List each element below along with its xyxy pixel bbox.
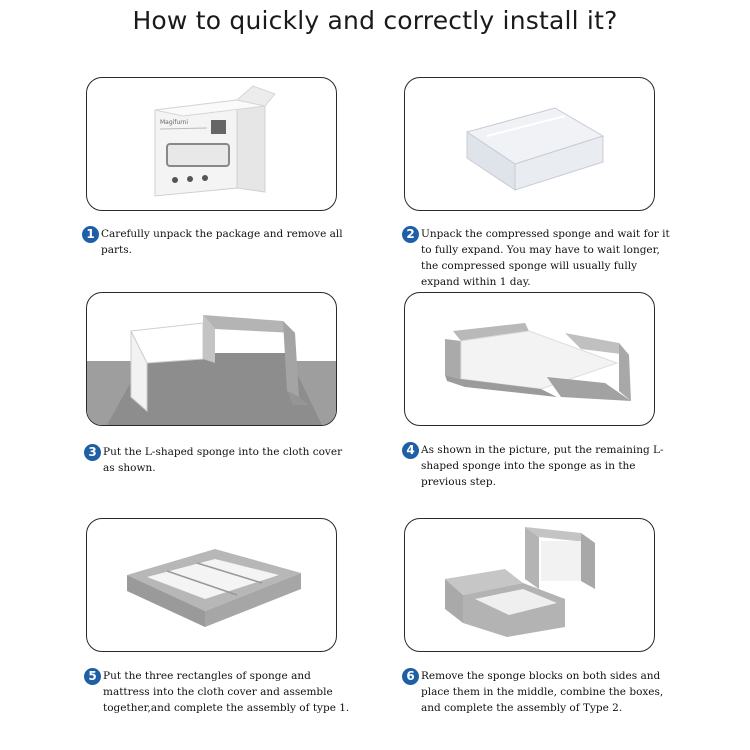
page-title: How to quickly and correctly install it?	[132, 6, 618, 35]
step-5-caption	[84, 668, 356, 716]
step-text: Unpack the compressed sponge and wait for it to fully expand. You may have to wait longer, the compressed sponge will usually fully expand within 1 day.	[421, 228, 670, 288]
step-2-caption	[402, 226, 674, 290]
step-3-caption	[84, 444, 356, 476]
step-number-badge: 2	[402, 226, 419, 243]
step-6-caption	[402, 668, 674, 716]
step-number-badge: 5	[84, 668, 101, 685]
step-4-caption	[402, 442, 674, 490]
step-text: Put the L-shaped sponge into the cloth cover as shown.	[103, 446, 343, 474]
step-6-image	[404, 518, 655, 652]
step-1-caption	[82, 226, 354, 258]
step-text: Remove the sponge blocks on both sides and place them in the middle, combine the boxes, and complete the assembly of Type 2.	[421, 670, 664, 714]
step-number-badge: 3	[84, 444, 101, 461]
step-2-image	[404, 77, 655, 211]
step-3-image	[86, 292, 337, 426]
step-text: Carefully unpack the package and remove all parts.	[101, 228, 343, 256]
step-number-badge: 1	[82, 226, 99, 243]
step-text: Put the three rectangles of sponge and mattress into the cloth cover and assemble together,and complete the assembly of type 1.	[103, 670, 350, 714]
step-number-badge: 4	[402, 442, 419, 459]
box-brand-label: Magifurni	[160, 119, 189, 126]
step-5-image	[86, 518, 337, 652]
step-number-badge: 6	[402, 668, 419, 685]
step-4-image	[404, 292, 655, 426]
step-text: As shown in the picture, put the remaining L-shaped sponge into the sponge as in the previous step.	[421, 444, 664, 488]
step-1-image	[86, 77, 337, 211]
